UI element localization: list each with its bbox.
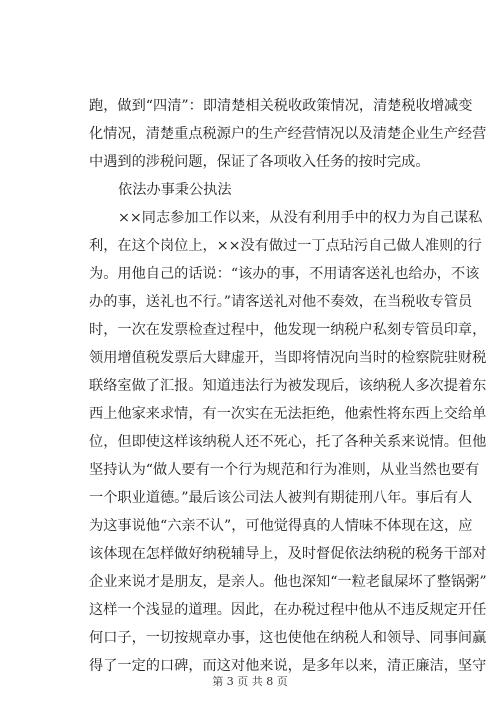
paragraph-line: 为这事说他“六亲不认”，可他觉得真的人情味不体现在这，应 [89, 518, 473, 534]
paragraph-line: 该体现在怎样做好纳税辅导上，及时督促依法纳税的税务干部对 [89, 546, 487, 562]
paragraph-line: 利，在这个岗位上，××没有做过一丁点玷污自己做人准则的行 [89, 238, 482, 254]
paragraph-line: 何口子，一切按规章办事，这也使他在纳税人和领导、同事间赢 [89, 630, 487, 646]
paragraph-line: 位，但即使这样该纳税人还不死心，托了各种关系来说情。但他 [89, 434, 487, 450]
paragraph-line: 一个职业道德。”最后该公司法人被判有期徒刑八年。事后有人 [89, 490, 473, 506]
section-heading: 依法办事秉公执法 [118, 182, 232, 198]
paragraph-line: 这样一个浅显的道理。因此，在办税过程中他从不违反规定开任 [89, 602, 487, 618]
paragraph-line: 坚持认为“做人要有一个行为规范和行为准则，从业当然也要有 [89, 462, 480, 478]
document-body [89, 92, 487, 680]
paragraph-line: 为。用他自己的话说：“该办的事，不用请客送礼也给办，不该 [89, 266, 480, 282]
paragraph-line: 时，一次在发票检查过程中，他发现一纳税户私刻专管员印章， [89, 322, 487, 338]
paragraph-line: 联络室做了汇报。知道违法行为被发现后，该纳税人多次提着东 [89, 378, 487, 394]
paragraph-line: 西上他家来求情，有一次实在无法拒绝，他索性将东西上交给单 [89, 406, 487, 422]
paragraph-line: 办的事，送礼也不行。”请客送礼对他不奏效，在当税收专管员 [89, 294, 473, 310]
paragraph-line: 得了一定的口碑，而这对他来说，是多年以来，清正廉洁，坚守 [89, 658, 487, 674]
paragraph-line: ××同志参加工作以来，从没有利用手中的权力为自己谋私 [118, 210, 483, 226]
paragraph-line: 中遇到的涉税问题，保证了各项收入任务的按时完成。 [89, 154, 430, 170]
paragraph-line: 化情况，清楚重点税源户的生产经营情况以及清楚企业生产经营 [89, 126, 487, 142]
page-footer: 第 3 页 共 8 页 [212, 675, 288, 688]
paragraph-line: 跑，做到“四清”：即清楚相关税收政策情况，清楚税收增减变 [89, 98, 473, 114]
paragraph-line: 企业来说才是朋友，是亲人。他也深知“一粒老鼠屎坏了整锅粥” [89, 574, 487, 590]
paragraph-line: 领用增值税发票后大肆虚开，当即将情况向当时的检察院驻财税 [89, 350, 487, 366]
